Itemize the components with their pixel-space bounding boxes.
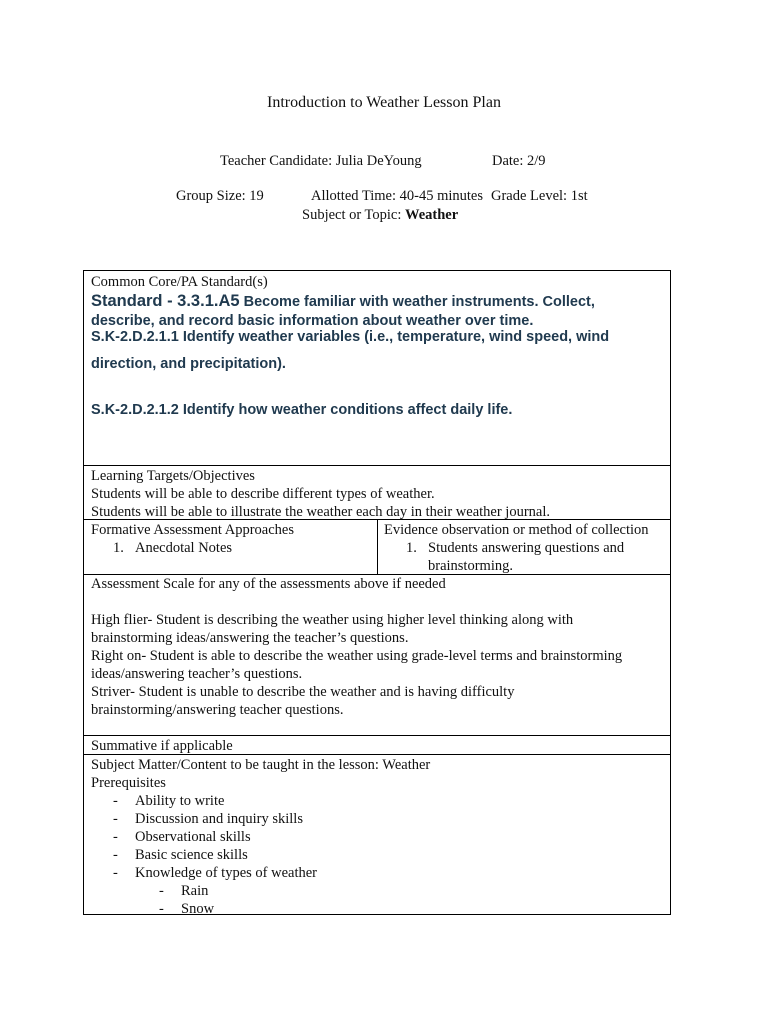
prerequisites-heading: Prerequisites (91, 775, 166, 791)
scale-text: Striver- Student is unable to describe the weather and is having difficulty (91, 684, 515, 700)
evidence-item-text: brainstorming. (428, 558, 513, 574)
prerequisites-list (113, 792, 317, 882)
column-divider (377, 519, 378, 574)
list-number: 1. (113, 540, 124, 556)
list-item: - Rain (159, 883, 209, 899)
evidence-item-text: Students answering questions and (428, 540, 625, 556)
weather-type-text: Rain (181, 883, 209, 899)
objectives-heading: Learning Targets/Objectives (91, 468, 255, 484)
formative-heading: Formative Assessment Approaches (91, 522, 294, 538)
list-item: - Discussion and inquiry skills (113, 811, 303, 827)
scale-text: Right on- Student is able to describe the weather using grade-level terms and brainstorming (91, 648, 623, 664)
list-item: - Basic science skills (113, 847, 248, 863)
scale-text: brainstorming ideas/answering the teacher’s questions. (91, 630, 409, 646)
objective-line: Students will be able to illustrate the weather each day in their weather journal. (91, 504, 551, 520)
list-number: 1. (406, 540, 417, 556)
scale-text: ideas/answering teacher’s questions. (91, 666, 303, 682)
formative-item-text: Anecdotal Notes (135, 540, 233, 556)
standards-heading: Common Core/PA Standard(s) (91, 274, 268, 290)
divider (84, 735, 670, 736)
scale-text: brainstorming/answering teacher questions. (91, 702, 344, 718)
scale-heading: Assessment Scale for any of the assessments above if needed (91, 576, 446, 592)
summative-heading: Summative if applicable (91, 738, 233, 754)
prereq-text: Knowledge of types of weather (135, 865, 317, 881)
weather-types-list (159, 882, 214, 918)
scale-text: High flier- Student is describing the weather using higher level thinking along with (91, 612, 574, 628)
standard-text: describe, and record basic information about weather over time. (91, 313, 534, 329)
prereq-text: Observational skills (135, 829, 251, 845)
list-item: - Knowledge of types of weather (113, 865, 317, 881)
objective-line: Students will be able to describe different types of weather. (91, 486, 435, 502)
standard-sk2d212: S.K-2.D.2.1.2 Identify how weather conditions affect daily life. (91, 402, 513, 418)
standard-sk2d211-line1: S.K-2.D.2.1.1 Identify weather variables (i.e., temperature, wind speed, wind (91, 329, 610, 345)
standard-3-3-1-a5 (91, 292, 595, 331)
list-item: - Ability to write (113, 793, 225, 809)
standard-sk2d211-line2: direction, and precipitation). (91, 356, 286, 372)
allotted-time: Allotted Time: 40-45 minutes (311, 188, 483, 204)
subject-topic (302, 207, 458, 224)
group-size: Group Size: 19 (176, 188, 264, 204)
weather-type-text: Snow (181, 901, 215, 917)
subject-value: Weather (405, 207, 459, 223)
prereq-text: Ability to write (135, 793, 225, 809)
lesson-plan-table (83, 270, 671, 915)
subject-label: Subject or Topic: (302, 207, 406, 223)
prereq-text: Discussion and inquiry skills (135, 811, 303, 827)
grade-level: Grade Level: 1st (491, 188, 588, 204)
standard-text: Become familiar with weather instruments. Collect, (239, 294, 595, 310)
prereq-text: Basic science skills (135, 847, 248, 863)
evidence-heading: Evidence observation or method of collection (384, 522, 649, 538)
scale-high-flier (91, 611, 622, 719)
lesson-date: Date: 2/9 (492, 153, 546, 169)
list-item: - Snow (159, 901, 215, 917)
standard-code: Standard - 3.3.1.A5 (91, 292, 240, 310)
divider (84, 465, 670, 466)
evidence-item (406, 539, 624, 575)
page-title: Introduction to Weather Lesson Plan (267, 94, 501, 111)
teacher-candidate: Teacher Candidate: Julia DeYoung (220, 153, 422, 169)
formative-item (113, 539, 232, 557)
list-item: - Observational skills (113, 829, 251, 845)
subject-matter-heading: Subject Matter/Content to be taught in the lesson: Weather (91, 757, 431, 773)
